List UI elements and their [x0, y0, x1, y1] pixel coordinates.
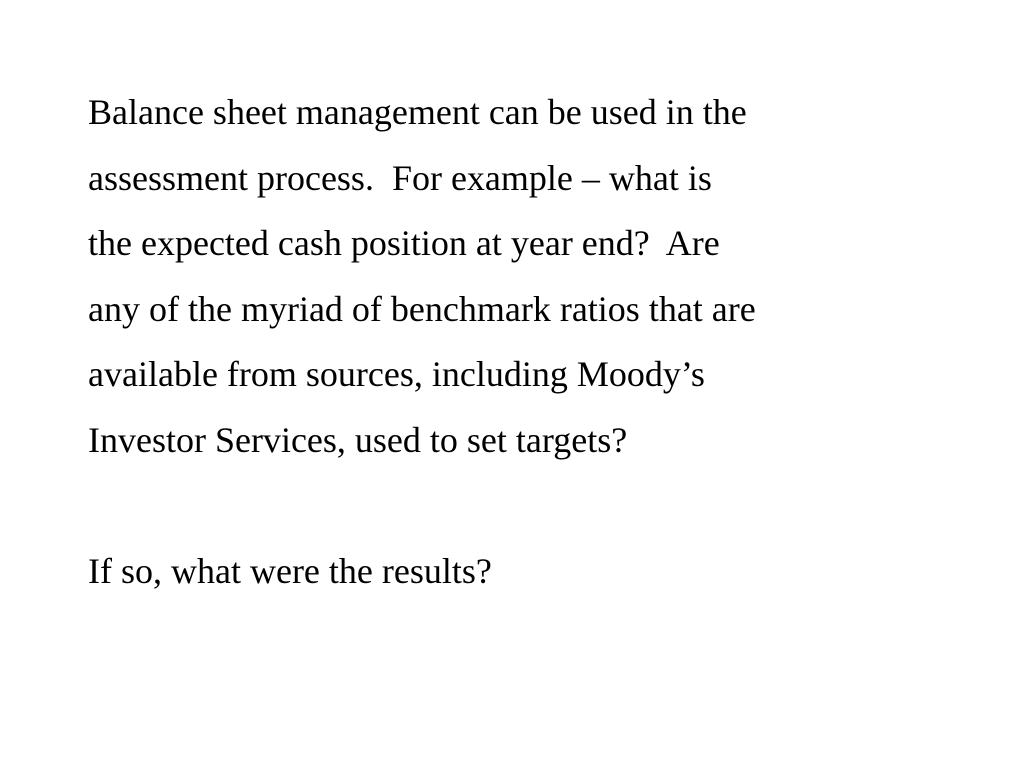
text-line: Investor Services, used to set targets?	[88, 419, 628, 460]
paragraph-assessment	[88, 80, 988, 473]
text-line: Balance sheet management can be used in the	[88, 92, 747, 132]
text-line: available from sources, including Moody’s	[88, 354, 705, 394]
text-line: the expected cash position at year end? Are	[88, 223, 720, 263]
paragraph-spacer	[88, 473, 988, 539]
text-line: any of the myriad of benchmark ratios that are	[88, 288, 756, 329]
text-line: assessment process. For example – what is	[88, 157, 712, 198]
text-line: If so, what were the results?	[88, 550, 492, 591]
paragraph-results-question	[88, 539, 988, 605]
slide-body-text	[88, 80, 988, 604]
